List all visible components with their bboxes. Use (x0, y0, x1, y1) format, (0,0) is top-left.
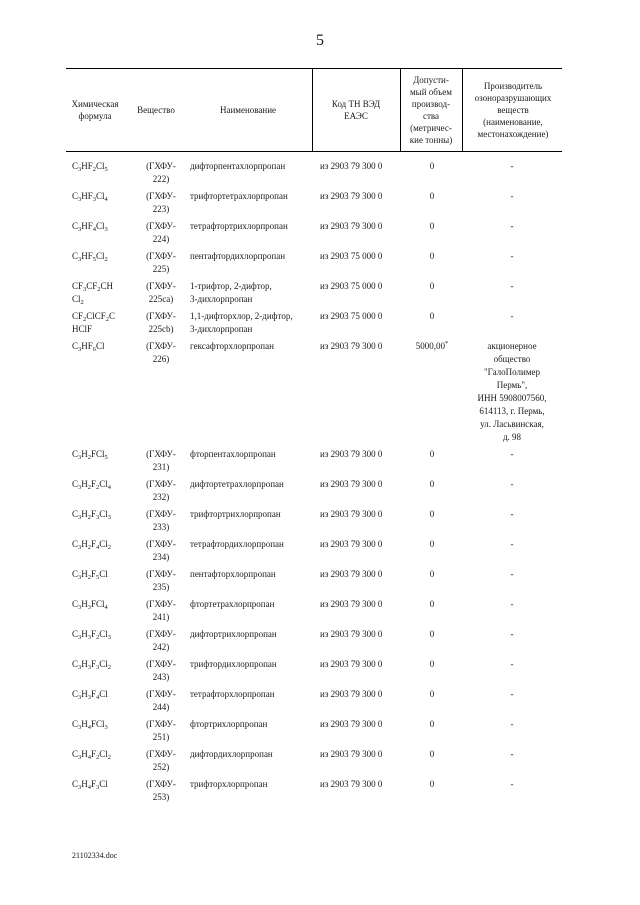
cell-code: из 2903 79 300 0 (320, 479, 383, 489)
cell-code: из 2903 75 000 0 (320, 311, 383, 321)
cell-substance: (ГХФУ- 233) (146, 509, 176, 533)
table-header (66, 68, 562, 152)
cell-code: из 2903 79 300 0 (320, 221, 383, 231)
header-quantity: Допусти- мый объем производ- ства (метричес- кие тонны) (409, 74, 453, 146)
header-substance: Вещество (137, 104, 175, 115)
cell-code: из 2903 79 300 0 (320, 629, 383, 639)
cell-quantity: 0 (429, 779, 435, 789)
cell-formula: $C_3H_4FCl_3$ (72, 719, 108, 731)
cell-producer: акционерное общество "ГалоПолимер Пермь", ИНН 5908007560, 614113, г. Пермь, ул. Ласьвинская, д. 98 (477, 341, 547, 443)
cell-substance: (ГХФУ- 242) (146, 629, 176, 653)
cell-quantity: 5000,00* (415, 340, 449, 351)
cell-substance: (ГХФУ- 252) (146, 749, 176, 773)
cell-name: трифтордихлорпропан (190, 659, 277, 669)
footer-filename: 21102334.doc (72, 851, 118, 860)
footnote-mark: * (445, 340, 449, 347)
cell-quantity: 0 (429, 719, 435, 729)
cell-quantity: 0 (429, 599, 435, 609)
cell-name: 1-трифтор, 2-дифтор, 3-дихлорпропан (190, 281, 272, 305)
header-producer: Производитель озоноразрушающих веществ (наименование, местонахождение) (474, 80, 552, 140)
cell-producer: - (510, 599, 514, 609)
cell-producer: - (510, 161, 514, 171)
header-divider (312, 69, 313, 151)
cell-code: из 2903 75 000 0 (320, 281, 383, 291)
cell-name: тетрафтортрихлорпропан (190, 221, 288, 231)
header-divider (462, 69, 463, 151)
cell-name: фтортрихлорпропан (190, 719, 268, 729)
cell-name: пентафторхлорпропан (190, 569, 276, 579)
cell-formula: $C_3H_4F_2Cl_2$ (72, 749, 112, 761)
cell-code: из 2903 79 300 0 (320, 569, 383, 579)
cell-name: трифтортрихлорпропан (190, 509, 281, 519)
cell-substance: (ГХФУ- 225са) (146, 281, 176, 305)
page-number: 5 (316, 32, 324, 49)
cell-quantity: 0 (429, 479, 435, 489)
cell-substance: (ГХФУ- 223) (146, 191, 176, 215)
cell-code: из 2903 79 300 0 (320, 689, 383, 699)
cell-formula: $C_3HF_6Cl$ (72, 341, 105, 353)
cell-formula: $C_3HF_5Cl_2$ (72, 251, 108, 263)
cell-name: трифторхлорпропан (190, 779, 268, 789)
cell-substance: (ГХФУ- 235) (146, 569, 176, 593)
cell-code: из 2903 79 300 0 (320, 659, 383, 669)
cell-producer: - (510, 629, 514, 639)
cell-producer: - (510, 779, 514, 789)
cell-code: из 2903 79 300 0 (320, 449, 383, 459)
cell-formula: $CF_2ClCF_2C$ HClF (72, 311, 116, 335)
cell-name: пентафтордихлорпропан (190, 251, 286, 261)
cell-quantity: 0 (429, 539, 435, 549)
cell-substance: (ГХФУ- 234) (146, 539, 176, 563)
cell-formula: $C_3H_2F_5Cl$ (72, 569, 108, 581)
cell-producer: - (510, 509, 514, 519)
cell-code: из 2903 79 300 0 (320, 749, 383, 759)
cell-name: тетрафтордихлорпропан (190, 539, 284, 549)
cell-producer: - (510, 311, 514, 321)
cell-quantity: 0 (429, 749, 435, 759)
cell-producer: - (510, 539, 514, 549)
cell-formula: $C_3H_4F_3Cl$ (72, 779, 108, 791)
cell-producer: - (510, 449, 514, 459)
cell-producer: - (510, 749, 514, 759)
cell-quantity: 0 (429, 221, 435, 231)
cell-producer: - (510, 191, 514, 201)
cell-producer: - (510, 659, 514, 669)
cell-name: дифторпентахлорпропан (190, 161, 286, 171)
cell-formula: $C_3H_3FCl_4$ (72, 599, 108, 611)
cell-quantity: 0 (429, 161, 435, 171)
cell-name: дифтортетрахлорпропан (190, 479, 284, 489)
cell-substance: (ГХФУ- 225) (146, 251, 176, 275)
cell-code: из 2903 79 300 0 (320, 779, 383, 789)
cell-quantity: 0 (429, 569, 435, 579)
cell-quantity: 0 (429, 509, 435, 519)
cell-name: фтортетрахлорпропан (190, 599, 275, 609)
cell-formula: $C_3H_3F_4Cl$ (72, 689, 108, 701)
header-code: Код ТН ВЭД ЕАЭС (331, 98, 381, 121)
cell-quantity: 0 (429, 449, 435, 459)
cell-code: из 2903 79 300 0 (320, 341, 383, 351)
cell-producer: - (510, 479, 514, 489)
cell-substance: (ГХФУ- 232) (146, 479, 176, 503)
cell-formula: $C_3H_2F_3Cl_3$ (72, 509, 112, 521)
cell-name: трифтортетрахлорпропан (190, 191, 288, 201)
cell-quantity: 0 (429, 281, 435, 291)
cell-formula: $C_3H_2F_2Cl_4$ (72, 479, 112, 491)
header-divider (400, 69, 401, 151)
cell-quantity: 0 (429, 629, 435, 639)
cell-formula: $C_3H_3F_2Cl_3$ (72, 629, 112, 641)
cell-substance: (ГХФУ- 243) (146, 659, 176, 683)
cell-substance: (ГХФУ- 224) (146, 221, 176, 245)
cell-producer: - (510, 221, 514, 231)
cell-code: из 2903 79 300 0 (320, 161, 383, 171)
cell-name: 1,1-дифторхлор, 2-дифтор, 3-дихлорпропан (190, 311, 293, 335)
cell-code: из 2903 79 300 0 (320, 539, 383, 549)
cell-name: дифтордихлорпропан (190, 749, 273, 759)
cell-formula: $C_3H_2FCl_5$ (72, 449, 108, 461)
cell-code: из 2903 79 300 0 (320, 719, 383, 729)
cell-producer: - (510, 281, 514, 291)
cell-producer: - (510, 251, 514, 261)
cell-formula: $C_3HF_3Cl_4$ (72, 191, 108, 203)
cell-quantity: 0 (429, 659, 435, 669)
cell-substance: (ГХФУ- 231) (146, 449, 176, 473)
cell-substance: (ГХФУ- 251) (146, 719, 176, 743)
cell-producer: - (510, 569, 514, 579)
cell-quantity: 0 (429, 689, 435, 699)
cell-formula: $CF_3CF_2CH$ $Cl_2$ (72, 281, 114, 307)
cell-producer: - (510, 719, 514, 729)
cell-formula: $C_3H_3F_3Cl_2$ (72, 659, 112, 671)
cell-name: гексафторхлорпропан (190, 341, 274, 351)
cell-code: из 2903 79 300 0 (320, 509, 383, 519)
cell-producer: - (510, 689, 514, 699)
cell-formula: $C_3H_2F_4Cl_2$ (72, 539, 112, 551)
cell-name: дифтортрихлорпропан (190, 629, 277, 639)
cell-code: из 2903 75 000 0 (320, 251, 383, 261)
cell-name: фторпентахлорпропан (190, 449, 276, 459)
cell-substance: (ГХФУ- 222) (146, 161, 176, 185)
cell-formula: $C_3HF_4Cl_3$ (72, 221, 108, 233)
header-formula: Химическая формула (71, 98, 119, 121)
cell-substance: (ГХФУ- 253) (146, 779, 176, 803)
cell-substance: (ГХФУ- 241) (146, 599, 176, 623)
cell-code: из 2903 79 300 0 (320, 599, 383, 609)
cell-name: тетрафторхлорпропан (190, 689, 275, 699)
header-name: Наименование (219, 104, 277, 115)
cell-formula: $C_3HF_2Cl_5$ (72, 161, 108, 173)
cell-substance: (ГХФУ- 225cb) (146, 311, 176, 335)
cell-quantity: 0 (429, 311, 435, 321)
cell-substance: (ГХФУ- 226) (146, 341, 176, 365)
cell-quantity: 0 (429, 251, 435, 261)
cell-substance: (ГХФУ- 244) (146, 689, 176, 713)
cell-code: из 2903 79 300 0 (320, 191, 383, 201)
cell-quantity: 0 (429, 191, 435, 201)
